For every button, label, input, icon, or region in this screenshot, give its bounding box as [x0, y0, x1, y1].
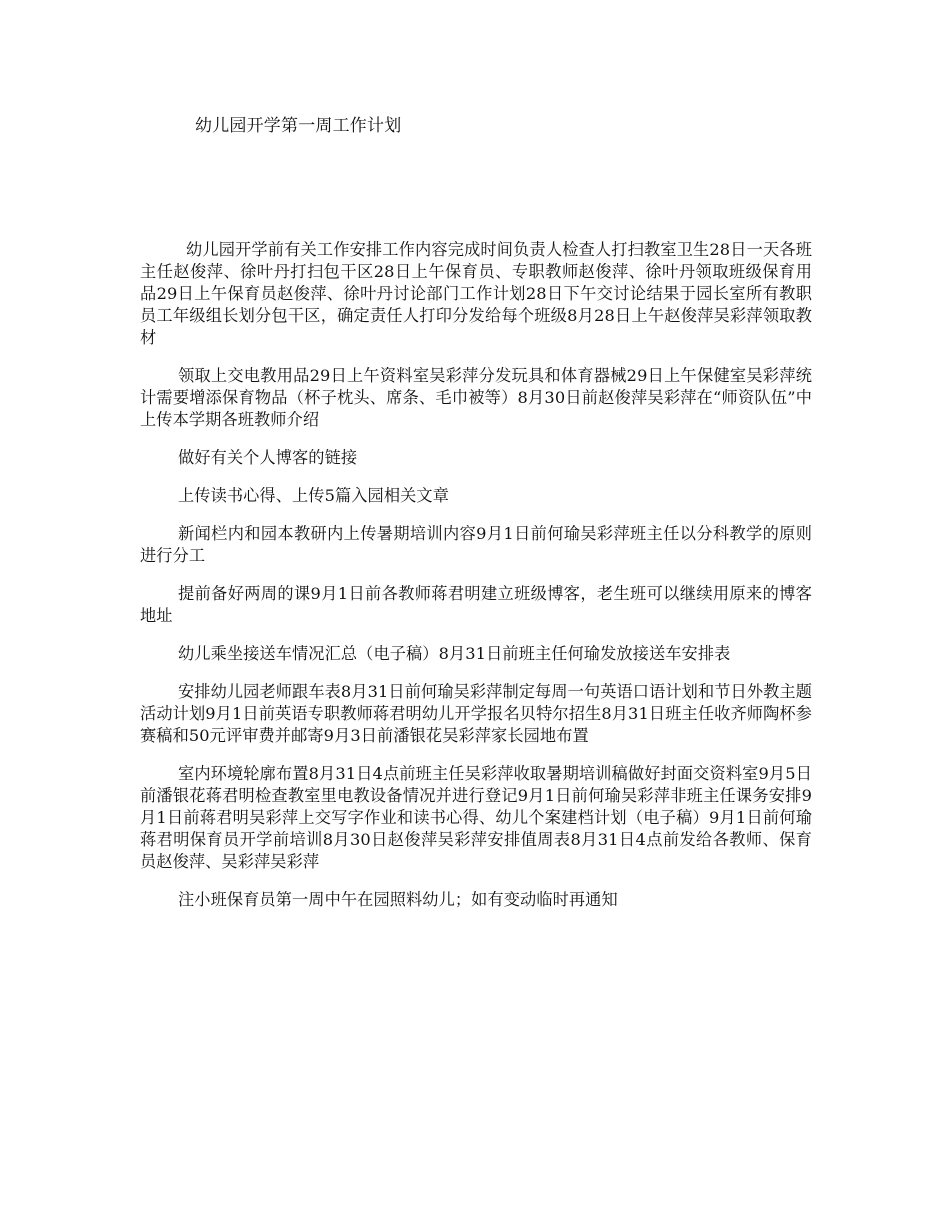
paragraph: 提前备好两周的课9月1日前各教师蒋君明建立班级博客，老生班可以继续用原来的博客地址: [140, 584, 812, 625]
document-title: 幼儿园开学第一周工作计划: [195, 116, 402, 136]
paragraph: 幼儿乘坐接送车情况汇总（电子稿）8月31日前班主任何瑜发放接送车安排表: [178, 644, 731, 663]
paragraph: 室内环境轮廓布置8月31日4点前班主任吴彩萍收取暑期培训稿做好封面交资料室9月5日前潘银花蒋君明检查教室里电教设备情况并进行登记9月1日前何瑜吴彩萍非班主任课务安排9月1日前蒋君明吴彩萍上交写字作业和读书心得、幼儿个案建档计划（电子稿）9月1日前何瑜蒋君明保育员开学前培训8月30日赵俊萍吴彩萍安排值周表8月31日4点前发给各教师、保育员赵俊萍、吴彩萍吴彩萍: [140, 764, 812, 871]
document-body: [140, 239, 812, 927]
paragraph: 领取上交电教用品29日上午资料室吴彩萍分发玩具和体育器械29日上午保健室吴彩萍统计需要增添保育物品（杯子枕头、席条、毛巾被等）8月30日前赵俊萍吴彩萍在“师资队伍”中上传本学期各班教师介绍: [140, 366, 812, 429]
paragraph: 上传读书心得、上传5篇入园相关文章: [178, 486, 449, 505]
paragraph: 新闻栏内和园本教研内上传暑期培训内容9月1日前何瑜吴彩萍班主任以分科教学的原则进行分工: [140, 524, 812, 565]
paragraph: 做好有关个人博客的链接: [178, 448, 358, 467]
paragraph: 安排幼儿园老师跟车表8月31日前何瑜吴彩萍制定每周一句英语口语计划和节日外教主题活动计划9月1日前英语专职教师蒋君明幼儿开学报名贝特尔招生8月31日班主任收齐师陶杯参赛稿和50元评审费并邮寄9月3日前潘银花吴彩萍家长园地布置: [140, 682, 812, 745]
paragraph: 注小班保育员第一周中午在园照料幼儿；如有变动临时再通知: [178, 890, 618, 909]
paragraph: 幼儿园开学前有关工作安排工作内容完成时间负责人检查人打扫教室卫生28日一天各班主任赵俊萍、徐叶丹打扫包干区28日上午保育员、专职教师赵俊萍、徐叶丹领取班级保育用品29日上午保育员赵俊萍、徐叶丹讨论部门工作计划28日下午交讨论结果于园长室所有教职员工年级组长划分包干区，确定责任人打印分发给每个班级8月28日上午赵俊萍吴彩萍领取教材: [140, 240, 812, 347]
